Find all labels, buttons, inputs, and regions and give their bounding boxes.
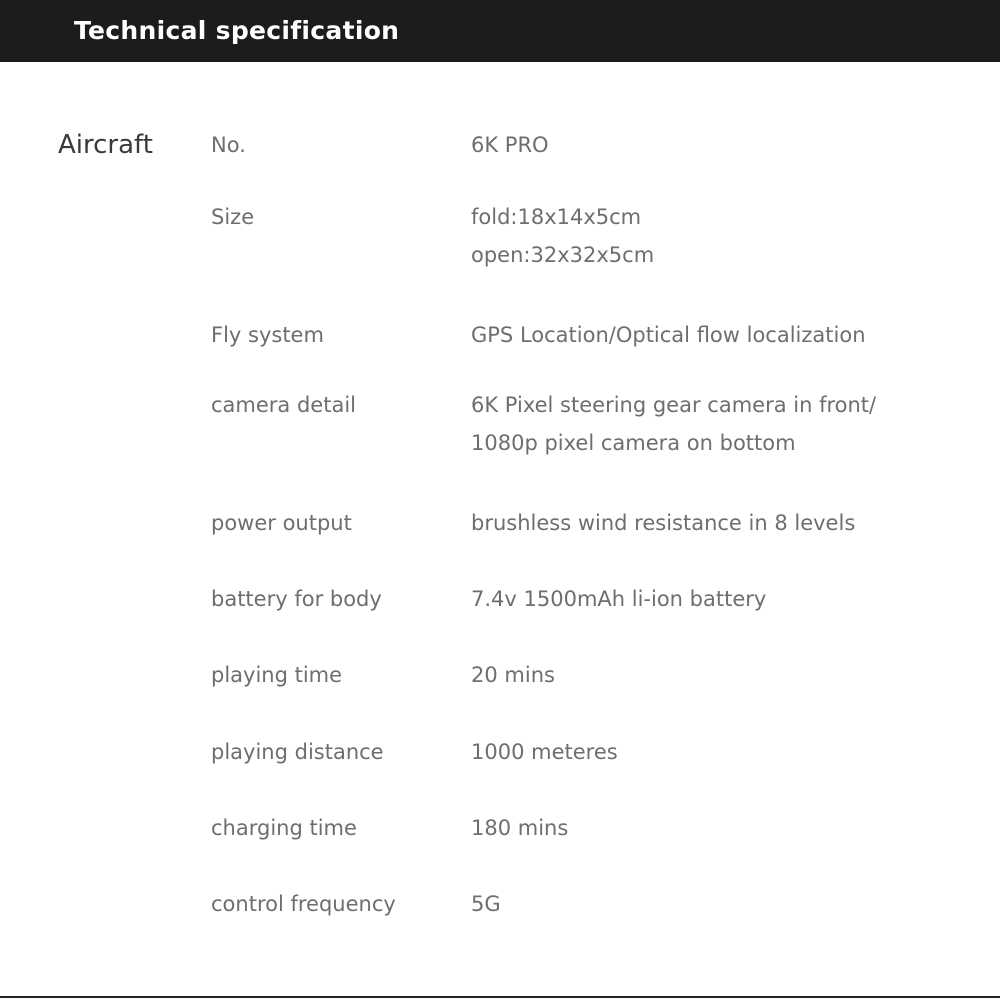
page-title: Technical specification — [74, 16, 400, 45]
spec-value-line: GPS Location/Optical flow localization — [471, 323, 866, 347]
spec-value — [471, 386, 876, 462]
spec-key: No. — [211, 133, 246, 157]
spec-key: camera detail — [211, 393, 356, 417]
spec-value-line: 1080p pixel camera on bottom — [471, 431, 796, 455]
spec-value-line: 1000 meteres — [471, 740, 618, 764]
spec-value — [471, 198, 654, 274]
spec-value — [471, 885, 501, 923]
spec-value-line: fold:18x14x5cm — [471, 205, 642, 229]
section-label-aircraft: Aircraft — [58, 130, 153, 160]
spec-key: charging time — [211, 816, 357, 840]
spec-value — [471, 733, 618, 771]
spec-value-line: 180 mins — [471, 816, 569, 840]
spec-value — [471, 656, 555, 694]
spec-value-line: 7.4v 1500mAh li-ion battery — [471, 587, 767, 611]
spec-key: playing time — [211, 663, 343, 687]
spec-key: control frequency — [211, 892, 396, 916]
bottom-divider — [0, 996, 1000, 998]
spec-value — [471, 126, 549, 164]
spec-value — [471, 580, 766, 618]
spec-key: Fly system — [211, 323, 324, 347]
spec-key: battery for body — [211, 587, 382, 611]
spec-key: Size — [211, 205, 255, 229]
header-bar — [0, 0, 1000, 62]
spec-value-line: 6K PRO — [471, 133, 549, 157]
spec-value-line: 5G — [471, 892, 501, 916]
spec-key: playing distance — [211, 740, 384, 764]
spec-value — [471, 504, 855, 542]
spec-value-line: brushless wind resistance in 8 levels — [471, 511, 856, 535]
spec-value-line: 20 mins — [471, 663, 555, 687]
spec-key: power output — [211, 511, 352, 535]
spec-value — [471, 809, 568, 847]
spec-value-line: open:32x32x5cm — [471, 243, 655, 267]
spec-value-line: 6K Pixel steering gear camera in front/ — [471, 393, 877, 417]
spec-value — [471, 316, 866, 354]
